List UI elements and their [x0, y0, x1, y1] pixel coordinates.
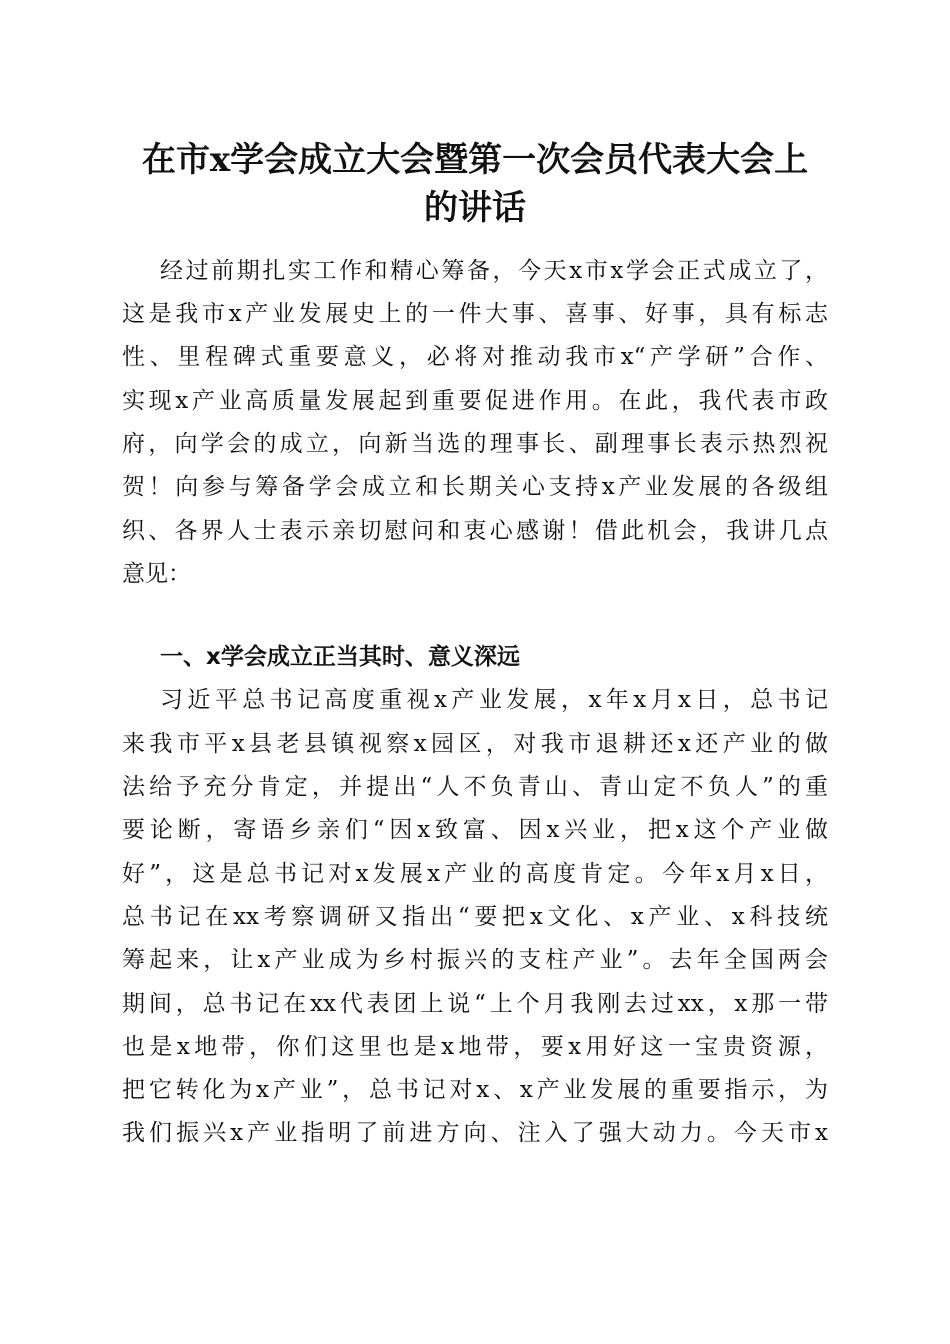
text-line: 实现x产业高质量发展起到重要促进作用。在此，我代表市政	[122, 388, 828, 414]
text-line: 意见：	[122, 561, 191, 587]
text-line: 筹起来，让x产业成为乡村振兴的支柱产业”。去年全国两会	[122, 947, 828, 973]
text-line: 法给予充分肯定，并提出“人不负青山、青山定不负人”的重	[122, 774, 828, 800]
text-line: 性、里程碑式重要意义，必将对推动我市x“产学研”合作、	[122, 344, 828, 370]
text-line: 贺！向参与筹备学会成立和长期关心支持x产业发展的各级组	[122, 474, 828, 500]
text-line: 我们振兴x产业指明了前进方向、注入了强大动力。今天市x	[122, 1120, 828, 1146]
text-line: 这是我市x产业发展史上的一件大事、喜事、好事，具有标志	[122, 301, 828, 327]
text-line: 要论断，寄语乡亲们“因x致富、因x兴业，把x这个产业做	[122, 817, 828, 843]
text-line: 把它转化为x产业”，总书记对x、x产业发展的重要指示，为	[122, 1077, 828, 1103]
text-line: 总书记在xx考察调研又指出“要把x文化、x产业、x科技统	[122, 904, 828, 930]
text-line: 织、各界人士表示亲切慰问和衷心感谢！借此机会，我讲几点	[122, 518, 828, 544]
text-line: 期间，总书记在xx代表团上说“上个月我刚去过xx，x那一带	[122, 991, 828, 1017]
text-line: 也是x地带，你们这里也是x地带，要x用好这一宝贵资源，	[122, 1034, 828, 1060]
text-line: 经过前期扎实工作和精心筹备，今天x市x学会正式成立了，	[160, 258, 828, 284]
section-heading: 一、x学会成立正当其时、意义深远	[160, 644, 520, 670]
text-line: 府，向学会的成立，向新当选的理事长、副理事长表示热烈祝	[122, 431, 828, 457]
document-title-line-2: 的讲话	[424, 188, 526, 228]
text-line: 来我市平x县老县镇视察x园区，对我市退耕还x还产业的做	[122, 731, 828, 757]
text-line: 习近平总书记高度重视x产业发展，x年x月x日，总书记	[160, 687, 828, 713]
text-line: 好”，这是总书记对x发展x产业的高度肯定。今年x月x日，	[122, 861, 828, 887]
document-title-line-1: 在市x学会成立大会暨第一次会员代表大会上	[141, 140, 809, 180]
